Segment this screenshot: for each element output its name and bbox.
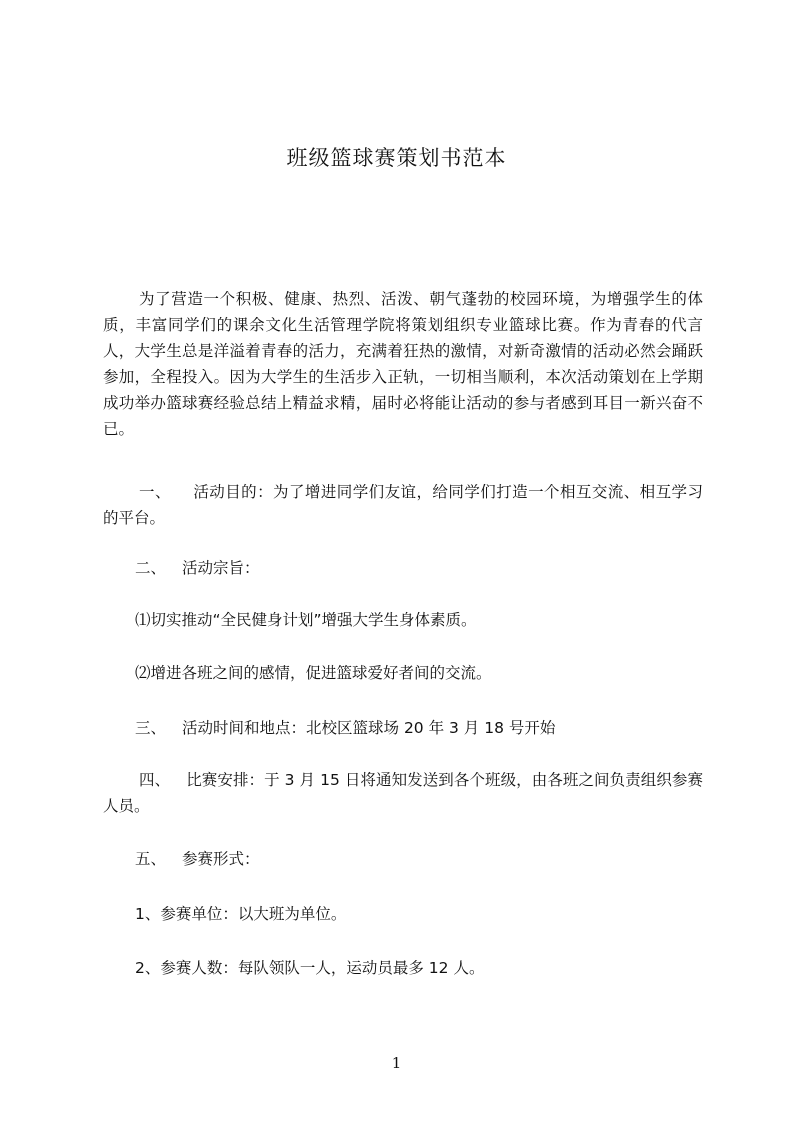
item-2: 2、参赛人数：每队领队一人，运动员最多 12 人。 bbox=[135, 959, 485, 977]
section-4-text: 比赛安排：于 3 月 15 日将通知发送到各个班级，由各班之间负责组织参赛人员。 bbox=[103, 771, 703, 815]
section-5-text: 参赛形式： bbox=[182, 850, 260, 868]
page-number: 1 bbox=[391, 1054, 402, 1072]
section-3-paragraph bbox=[103, 715, 703, 741]
section-1-text: 活动目的：为了增进同学们友谊，给同学们打造一个相互交流、相互学习的平台。 bbox=[103, 483, 703, 527]
section-4-number: 四、 bbox=[139, 771, 171, 789]
section-3-number: 三、 bbox=[135, 719, 167, 737]
section-5-heading bbox=[103, 846, 703, 872]
section-5-number: 五、 bbox=[135, 850, 167, 868]
document-title: 班级篮球赛策划书范本 bbox=[286, 146, 507, 170]
section-2-text: 活动宗旨： bbox=[182, 559, 260, 577]
section-2-number: 二、 bbox=[135, 559, 167, 577]
intro-paragraph: 为了营造一个积极、健康、热烈、活泼、朝气蓬勃的校园环境，为增强学生的体质，丰富同学们的课余文化生活管理学院将策划组织专业篮球比赛。作为青春的代言人，大学生总是洋溢着青春的活力，充满着狂热的激情，对新奇激情的活动必然会踊跃参加，全程投入。因为大学生的生活步入正轨，一切相当顺利，本次活动策划在上学期成功举办篮球赛经验总结上精益求精，届时必将能让活动的参与者感到耳目一新兴奋不已。 bbox=[103, 290, 703, 438]
section-1-paragraph bbox=[103, 479, 703, 531]
section-4-paragraph bbox=[103, 767, 703, 819]
section-2-heading bbox=[103, 555, 703, 581]
item-1: 1、参赛单位：以大班为单位。 bbox=[135, 905, 347, 923]
aim-2: ⑵增进各班之间的感情，促进篮球爱好者间的交流。 bbox=[135, 664, 492, 682]
section-3-text: 活动时间和地点：北校区篮球场 20 年 3 月 18 号开始 bbox=[182, 719, 556, 737]
aim-1: ⑴切实推动“全民健身计划”增强大学生身体素质。 bbox=[135, 611, 477, 629]
section-1-number: 一、 bbox=[139, 483, 171, 501]
